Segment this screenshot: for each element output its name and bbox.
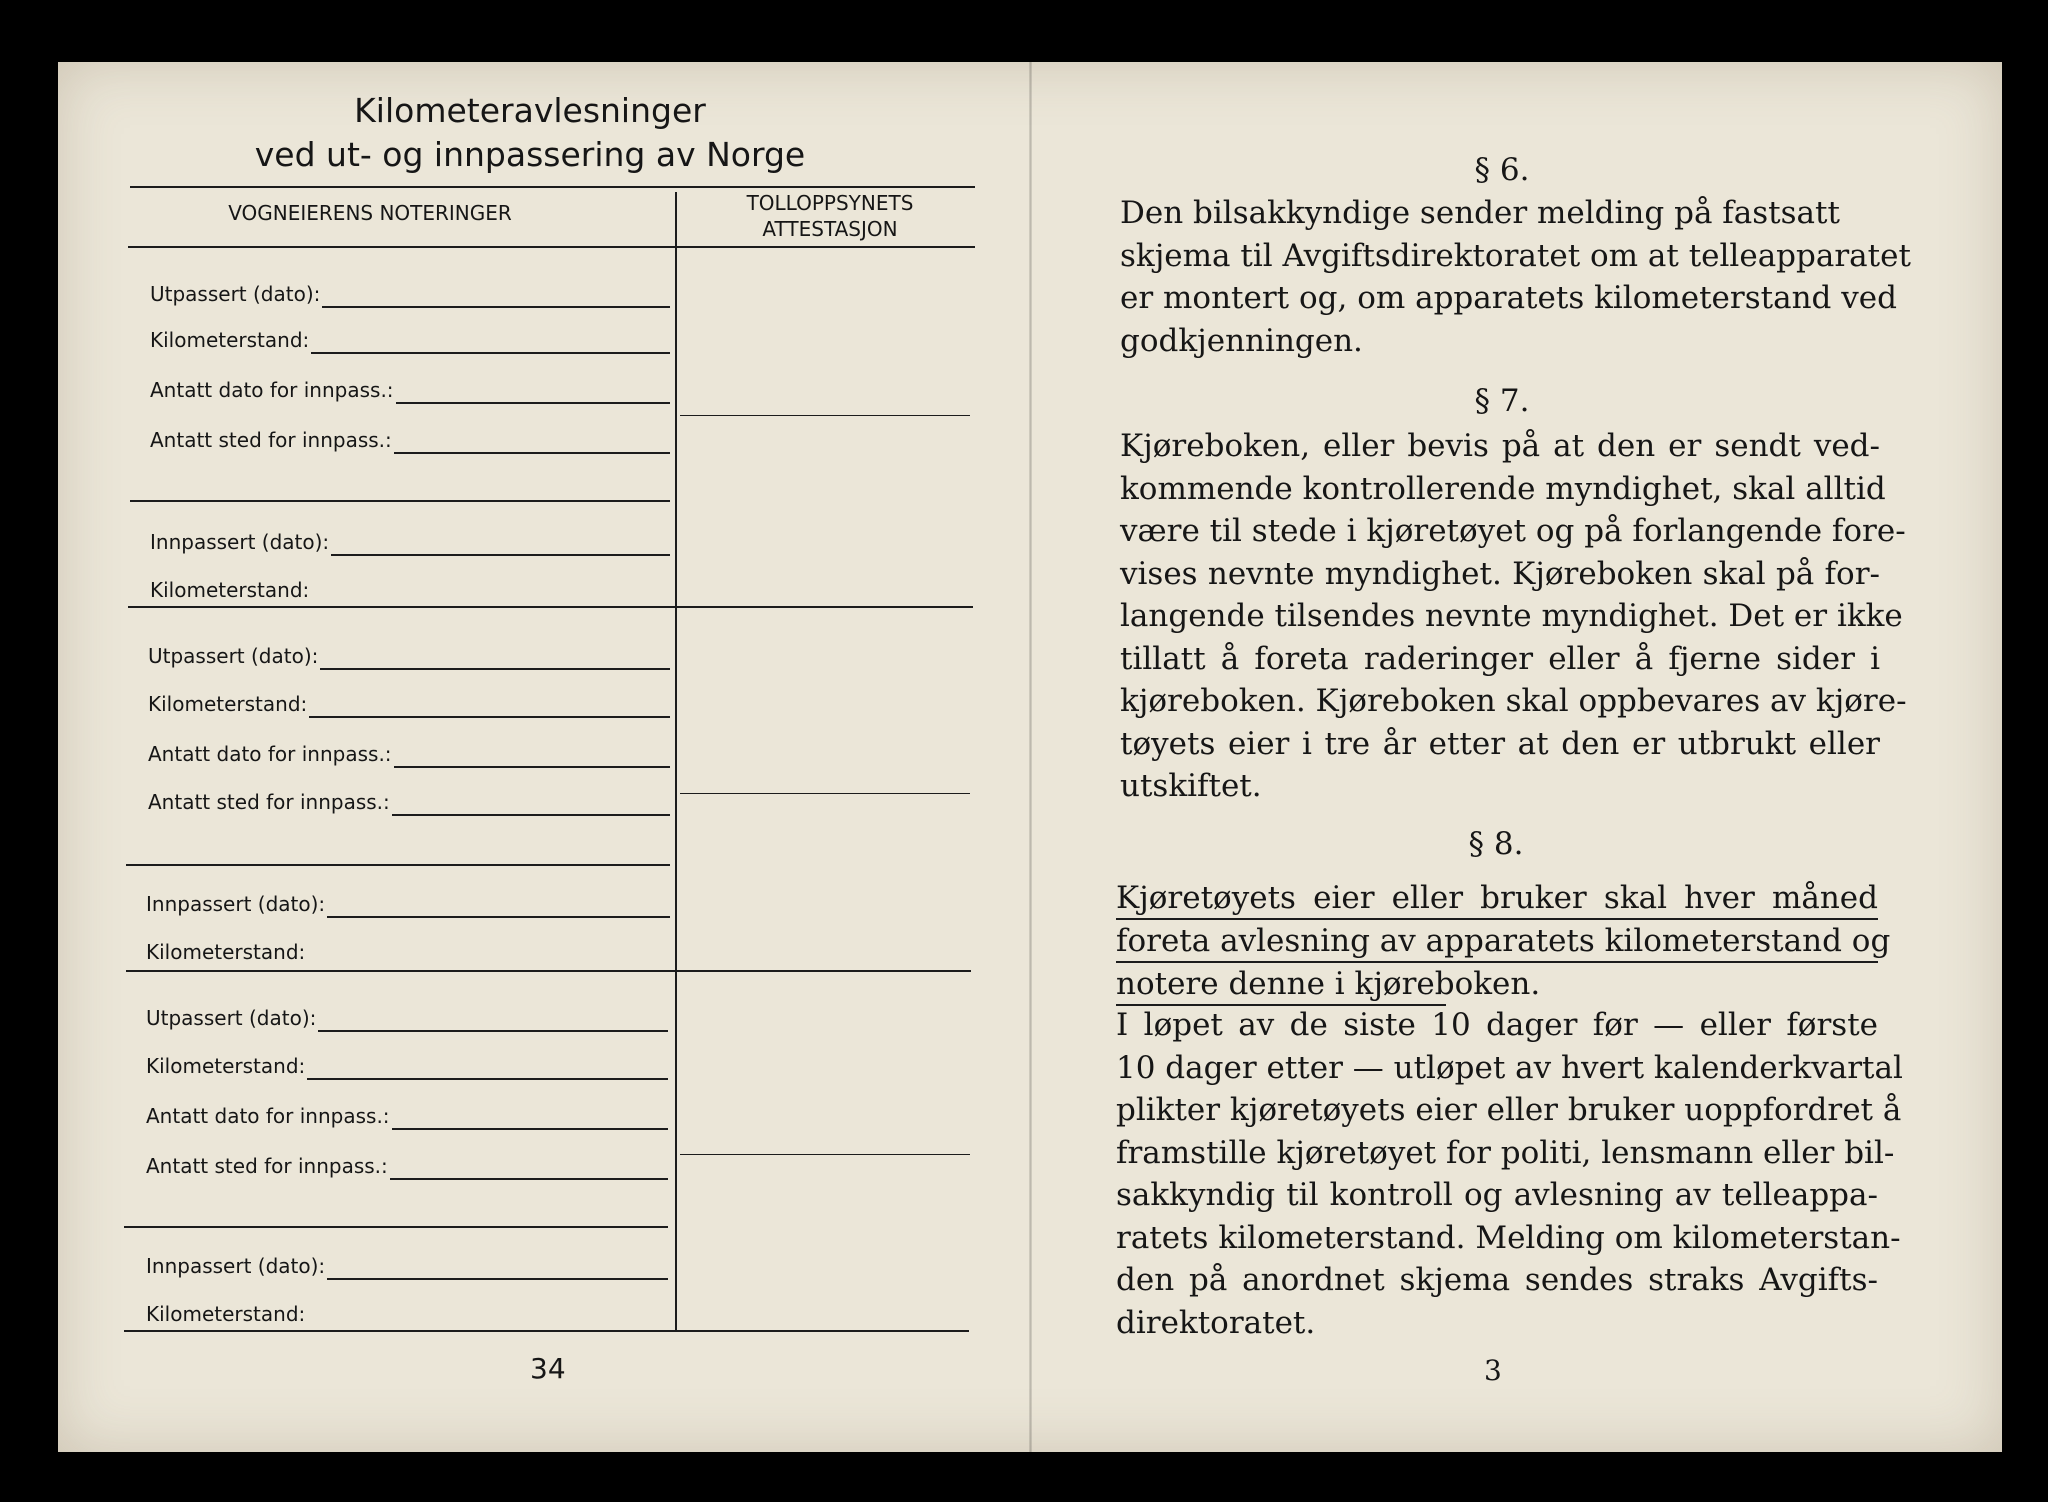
utpassert-label: Utpassert (dato): <box>148 644 319 668</box>
form-row-utpassert-2[interactable] <box>148 640 670 670</box>
form-row-kilometerstand-5[interactable] <box>146 1050 668 1080</box>
customs-rule <box>680 793 970 794</box>
form-title-line-1: Kilometeravlesninger <box>354 91 706 130</box>
text-line: ratets kilometerstand. Melding om kilometerstan- <box>1116 1219 1901 1256</box>
innpassert-label: Innpassert (dato): <box>150 530 330 554</box>
blank-entry-line[interactable] <box>124 1226 668 1228</box>
form-row-innpassert-2[interactable] <box>146 888 670 918</box>
text-line: være til stede i kjøretøyet og på forlangende fore- <box>1120 513 1906 549</box>
text-line: foreta avlesning av apparatets kilometerstand og <box>1116 921 1878 963</box>
text-line: Den bilsakkyndige sender melding på fastsatt <box>1120 195 1840 231</box>
form-row-innpassert-3[interactable] <box>146 1250 668 1280</box>
text-line: langende tilsendes nevnte myndighet. Det er ikke <box>1120 598 1903 634</box>
left-page-number: 34 <box>530 1352 566 1385</box>
form-row-antatt-sted-2[interactable] <box>148 786 670 816</box>
customs-rule <box>680 1154 970 1155</box>
antatt-dato-label: Antatt dato for innpass.: <box>150 378 394 402</box>
section-7-heading: § 7. <box>1474 383 1530 419</box>
block-divider <box>126 970 971 972</box>
section-8-text <box>1116 1004 1903 1344</box>
blank-entry-line[interactable] <box>130 500 670 502</box>
text-line: godkjenningen. <box>1120 322 1363 359</box>
section-6-heading: § 6. <box>1474 152 1530 188</box>
antatt-sted-label: Antatt sted for innpass.: <box>150 428 392 452</box>
text-line: direktoratet. <box>1116 1304 1316 1341</box>
innpassert-label: Innpassert (dato): <box>146 1254 326 1278</box>
antatt-sted-field[interactable] <box>390 1158 668 1180</box>
form-row-kilometerstand-4[interactable] <box>146 936 670 966</box>
form-row-utpassert-3[interactable] <box>146 1002 668 1032</box>
form-row-kilometerstand-1[interactable] <box>150 324 670 354</box>
column-divider <box>675 192 677 1330</box>
antatt-sted-label: Antatt sted for innpass.: <box>148 790 390 814</box>
kilometerstand-label: Kilometerstand: <box>148 692 308 716</box>
kilometerstand-field[interactable] <box>307 1058 668 1080</box>
antatt-dato-field[interactable] <box>394 746 670 768</box>
kilometerstand-label: Kilometerstand: <box>150 328 310 352</box>
kilometerstand-label: Kilometerstand: <box>150 578 310 602</box>
utpassert-field[interactable] <box>322 286 670 308</box>
antatt-dato-field[interactable] <box>392 1108 668 1130</box>
form-row-antatt-sted-3[interactable] <box>146 1150 668 1180</box>
form-row-kilometerstand-2[interactable] <box>150 574 670 604</box>
kilometerstand-label: Kilometerstand: <box>146 1054 306 1078</box>
block-divider <box>124 1330 969 1332</box>
form-row-antatt-dato-2[interactable] <box>148 738 670 768</box>
utpassert-label: Utpassert (dato): <box>146 1006 317 1030</box>
right-page-number: 3 <box>1484 1354 1502 1387</box>
antatt-dato-label: Antatt dato for innpass.: <box>148 742 392 766</box>
section-8-heading: § 8. <box>1468 826 1524 862</box>
text-line: kommende kontrollerende myndighet, skal alltid <box>1120 470 1886 507</box>
header-rule <box>128 246 975 248</box>
innpassert-field[interactable] <box>331 534 670 556</box>
text-line: 10 dager etter — utløpet av hvert kalenderkvartal <box>1116 1049 1903 1086</box>
booklet-fold <box>1029 62 1032 1452</box>
section-7-text <box>1120 425 1907 808</box>
text-line: vises nevnte myndighet. Kjøreboken skal på for- <box>1120 555 1880 592</box>
text-line: Kjøretøyets eier eller bruker skal hver måned <box>1116 878 1878 920</box>
antatt-dato-label: Antatt dato for innpass.: <box>146 1104 390 1128</box>
text-line: er montert og, om apparatets kilometerstand ved <box>1120 280 1897 316</box>
text-line: den på anordnet skjema sendes straks Avgifts- <box>1116 1262 1878 1298</box>
section-6-text <box>1120 192 1911 362</box>
column-header-customs-1: TOLLOPPSYNETS <box>746 191 914 215</box>
text-line: tillatt å foreta raderinger eller å fjerne sider i <box>1120 640 1880 677</box>
form-row-utpassert-1[interactable] <box>150 278 670 308</box>
kilometerstand-field[interactable] <box>311 332 670 354</box>
text-line: framstille kjøretøyet for politi, lensmann eller bil- <box>1116 1134 1895 1171</box>
innpassert-label: Innpassert (dato): <box>146 892 326 916</box>
title-rule <box>130 186 975 188</box>
utpassert-field[interactable] <box>318 1010 668 1032</box>
text-line: I løpet av de siste 10 dager før — eller første <box>1116 1007 1878 1043</box>
form-row-antatt-dato-1[interactable] <box>150 374 670 404</box>
kilometerstand-label: Kilometerstand: <box>146 1302 306 1326</box>
form-row-kilometerstand-3[interactable] <box>148 688 670 718</box>
utpassert-field[interactable] <box>320 648 670 670</box>
text-line: kjøreboken. Kjøreboken skal oppbevares av kjøre- <box>1120 683 1907 719</box>
text-line: sakkyndig til kontroll og avlesning av telleappa- <box>1116 1177 1878 1213</box>
utpassert-label: Utpassert (dato): <box>150 282 321 306</box>
antatt-sted-label: Antatt sted for innpass.: <box>146 1154 388 1178</box>
antatt-dato-field[interactable] <box>396 382 670 404</box>
section-8-underlined-text <box>1116 878 1891 1007</box>
kilometerstand-label: Kilometerstand: <box>146 940 306 964</box>
form-title-line-2: ved ut- og innpassering av Norge <box>254 135 806 174</box>
blank-entry-line[interactable] <box>126 864 670 866</box>
form-row-kilometerstand-6[interactable] <box>146 1298 668 1328</box>
text-line: Kjøreboken, eller bevis på at den er sendt ved- <box>1120 428 1880 464</box>
text-line: plikter kjøretøyets eier eller bruker uoppfordret å <box>1116 1092 1902 1128</box>
text-line: skjema til Avgiftsdirektoratet om at telleapparatet <box>1120 237 1911 274</box>
customs-rule <box>680 415 970 416</box>
form-row-antatt-dato-3[interactable] <box>146 1100 668 1130</box>
block-divider <box>128 606 973 608</box>
antatt-sted-field[interactable] <box>394 432 670 454</box>
form-row-innpassert-1[interactable] <box>150 526 670 556</box>
text-line: utskiftet. <box>1120 768 1262 804</box>
innpassert-field[interactable] <box>327 896 670 918</box>
innpassert-field[interactable] <box>327 1258 668 1280</box>
form-row-antatt-sted-1[interactable] <box>150 424 670 454</box>
antatt-sted-field[interactable] <box>392 794 670 816</box>
column-header-owner: VOGNEIERENS NOTERINGER <box>228 201 512 225</box>
kilometerstand-field[interactable] <box>309 696 670 718</box>
text-line: notere denne i kjøreboken. <box>1116 964 1446 1006</box>
column-header-customs-2: ATTESTASJON <box>762 217 898 241</box>
text-line: tøyets eier i tre år etter at den er utbrukt eller <box>1120 725 1880 762</box>
